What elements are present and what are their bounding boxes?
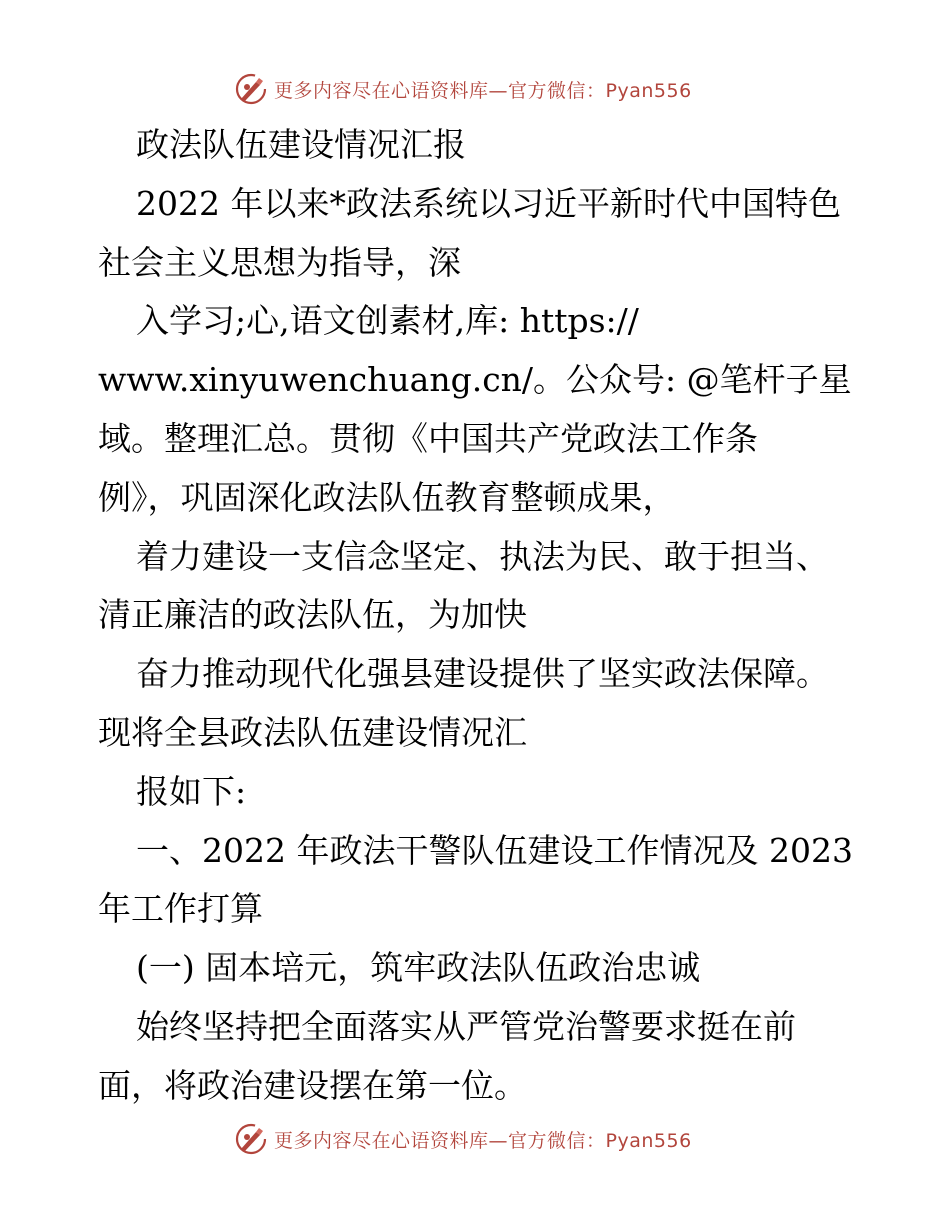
paragraph-line: 2022 年以来*政法系统以习近平新时代中国特色 (136, 183, 841, 223)
footer-watermark-banner (234, 1122, 692, 1156)
header-watermark-text: 更多内容尽在心语资料库—官方微信：Pyan556 (274, 79, 692, 102)
paragraph-line: 始终坚持把全面落实从严管党治警要求挺在前 (136, 1006, 796, 1046)
paragraph-line: 例》，巩固深化政法队伍教育整顿成果， (98, 477, 676, 517)
footer-watermark-text: 更多内容尽在心语资料库—官方微信：Pyan556 (274, 1129, 692, 1152)
pen-swirl-logo-icon (234, 1122, 268, 1156)
document-title: 政法队伍建设情况汇报 (136, 125, 466, 164)
section-heading: 一、2022 年政法干警队伍建设工作情况及 2023 (136, 830, 853, 870)
paragraph-line: 域。整理汇总。贯彻《中国共产党政法工作条 (98, 418, 758, 458)
paragraph-line: 奋力推动现代化强县建设提供了坚实政法保障。 (136, 654, 829, 694)
subsection-heading: (一) 固本培元，筑牢政法队伍政治忠诚 (136, 948, 701, 988)
pen-swirl-logo-icon (234, 72, 268, 106)
section-heading-continued: 年工作打算 (98, 889, 263, 929)
paragraph-line: 面，将政治建设摆在第一位。 (98, 1065, 527, 1105)
paragraph-line: 报如下: (136, 771, 247, 811)
paragraph-line: 入学习;心,语文创素材,库: https:// (136, 301, 639, 341)
paragraph-line: www.xinyuwenchuang.cn/。公众号: @笔杆子星 (98, 360, 852, 400)
paragraph-line: 着力建设一支信念坚定、执法为民、敢于担当、 (136, 536, 829, 576)
header-watermark-banner (234, 72, 692, 106)
paragraph-line: 清正廉洁的政法队伍，为加快 (98, 595, 527, 635)
document-body (98, 116, 878, 1116)
paragraph-line: 现将全县政法队伍建设情况汇 (98, 712, 527, 752)
paragraph-line: 社会主义思想为指导，深 (98, 242, 461, 282)
